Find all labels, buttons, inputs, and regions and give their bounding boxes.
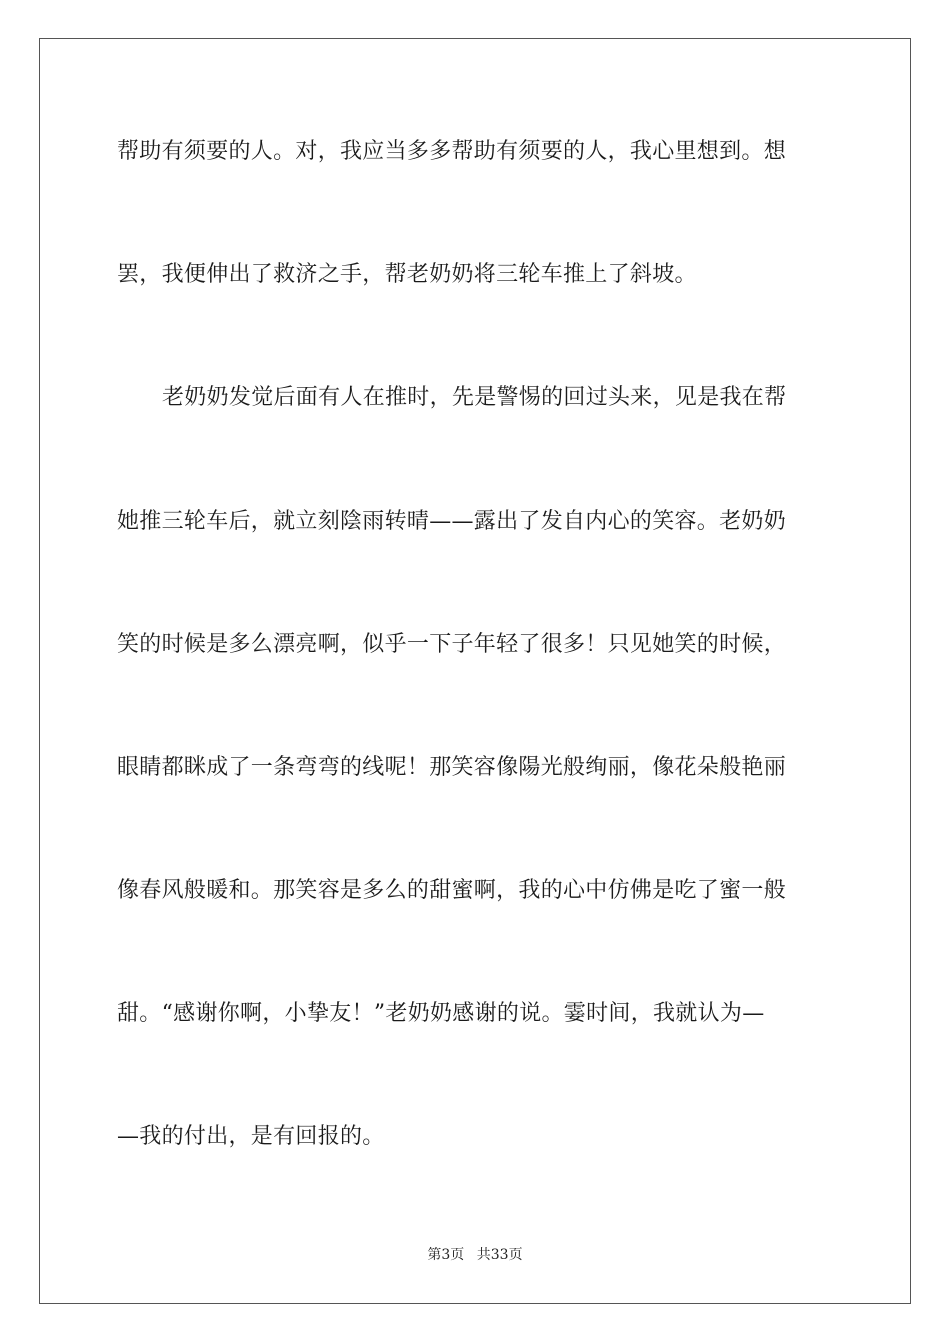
paragraph-line: 罢，我便伸出了救济之手，帮老奶奶将三轮车推上了斜坡。 — [117, 262, 697, 287]
page-total: 共33页 — [476, 1247, 523, 1263]
page-footer — [0, 1246, 950, 1264]
paragraph-line: 帮助有须要的人。对，我应当多多帮助有须要的人，我心里想到。想 — [117, 139, 787, 164]
paragraph-line: 她推三轮车后，就立刻陰雨转晴——露出了发自内心的笑容。老奶奶 — [117, 509, 787, 534]
paragraph-line: 甜。“感谢你啊，小挚友！”老奶奶感谢的说。霎时间，我就认为— — [117, 1001, 765, 1026]
paragraph-line: 笑的时候是多么漂亮啊，似乎一下子年轻了很多！只见她笑的时候， — [117, 632, 787, 657]
paragraph-line: —我的付出，是有回报的。 — [117, 1124, 385, 1149]
paragraph-line: 眼睛都眯成了一条弯弯的线呢！那笑容像陽光般绚丽，像花朵般艳丽 — [117, 755, 787, 780]
paragraph-line: 像春风般暖和。那笑容是多么的甜蜜啊，我的心中仿佛是吃了蜜一般 — [117, 878, 787, 903]
page-border — [39, 38, 911, 1304]
page-number: 第3页 — [427, 1247, 465, 1263]
paragraph-line: 老奶奶发觉后面有人在推时，先是警惕的回过头来，见是我在帮 — [162, 385, 787, 410]
